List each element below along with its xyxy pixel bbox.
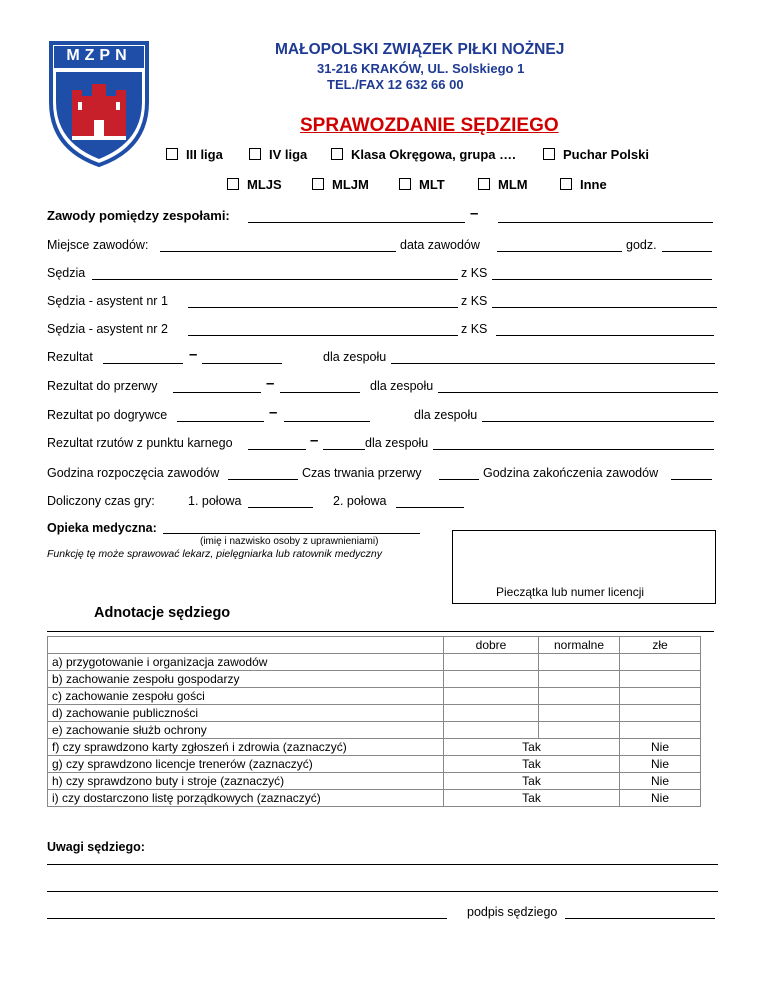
start-time-label: Godzina rozpoczęcia zawodów [47,466,220,480]
yes-option[interactable]: Tak [444,773,620,790]
remarks-line-2[interactable] [47,891,718,892]
assistant1-field[interactable] [188,307,458,308]
referee-label: Sędzia [47,266,86,280]
home-team-field[interactable] [248,222,465,223]
rating-cell-normal[interactable] [539,705,620,722]
venue-label: Miejsce zawodów: [47,238,149,252]
halftime-away-field[interactable] [280,392,360,393]
rating-cell-bad[interactable] [620,705,701,722]
checkbox-square-icon[interactable] [166,148,178,160]
signature-label: podpis sędziego [467,905,558,919]
rating-label: d) zachowanie publiczności [48,705,444,722]
rating-cell-good[interactable] [444,671,539,688]
col-bad: złe [620,637,701,654]
medical-note: Funkcję tę może sprawować lekarz, pielęgniarka lub ratownik medyczny [47,548,382,560]
checkbox-mlt[interactable]: MLT [399,177,445,192]
extra-label: Rezultat po dogrywce [47,408,168,422]
checkbox-square-icon[interactable] [249,148,261,160]
date-label: data zawodów [400,238,480,252]
checkbox-square-icon[interactable] [478,178,490,190]
extra-team-label: dla zespołu [414,408,478,422]
assistant1-ks-label: z KS [461,294,488,308]
medical-label: Opieka medyczna: [47,521,157,535]
penalty-team-label: dla zespołu [365,436,429,450]
rating-cell-bad[interactable] [620,671,701,688]
remarks-label: Uwagi sędziego: [47,840,145,854]
yes-option[interactable]: Tak [444,739,620,756]
ratings-table [47,636,701,807]
org-phone: TEL./FAX 12 632 66 00 [327,77,464,92]
halftime-label: Rezultat do przerwy [47,379,158,393]
check-label: f) czy sprawdzono karty zgłoszeń i zdrowia (zaznaczyć) [48,739,444,756]
table-row [48,790,701,807]
rating-cell-normal[interactable] [539,688,620,705]
checkbox-mljm[interactable]: MLJM [312,177,369,192]
result-home-field[interactable] [103,363,183,364]
halftime-team-label: dla zespołu [370,379,434,393]
time-field[interactable] [662,251,712,252]
half1-label: 1. połowa [188,494,242,508]
checkbox-square-icon[interactable] [543,148,555,160]
check-label: g) czy sprawdzono licencje trenerów (zaznaczyć) [48,756,444,773]
checkbox-square-icon[interactable] [331,148,343,160]
signature-field[interactable] [565,918,715,919]
table-row [48,705,701,722]
col-normal: normalne [539,637,620,654]
extra-team-field[interactable] [482,421,714,422]
time-label: godz. [626,238,657,252]
rating-cell-good[interactable] [444,654,539,671]
no-option[interactable]: Nie [620,773,701,790]
table-row [48,756,701,773]
checkbox-klasa-okregowa[interactable]: Klasa Okręgowa, grupa …. [331,147,516,162]
table-row [48,654,701,671]
half2-label: 2. połowa [333,494,387,508]
checkbox-square-icon[interactable] [560,178,572,190]
mzpn-logo [48,40,150,168]
rating-label: c) zachowanie zespołu gości [48,688,444,705]
end-time-field[interactable] [671,479,712,480]
referee-ks-label: z KS [461,266,488,280]
venue-field[interactable] [160,251,396,252]
break-field[interactable] [439,479,479,480]
table-row [48,773,701,790]
extra-home-field[interactable] [177,421,264,422]
result-team-field[interactable] [391,363,715,364]
table-row [48,688,701,705]
checkbox-iv-liga[interactable]: IV liga [249,147,307,162]
rating-cell-good[interactable] [444,722,539,739]
penalty-home-field[interactable] [248,449,306,450]
penalty-label: Rezultat rzutów z punktu karnego [47,436,233,450]
checkbox-square-icon[interactable] [399,178,411,190]
added-time-label: Doliczony czas gry: [47,494,155,508]
yes-option[interactable]: Tak [444,790,620,807]
checkbox-mljs[interactable]: MLJS [227,177,282,192]
table-row [48,671,701,688]
checkbox-iii-liga[interactable]: III liga [166,147,223,162]
medical-hint: (imię i nazwisko osoby z uprawnieniami) [200,536,379,547]
table-top-border [47,631,714,632]
org-address: 31-216 KRAKÓW, UL. Solskiego 1 [317,61,525,76]
assistant2-field[interactable] [188,335,458,336]
extra-away-field[interactable] [284,421,370,422]
org-name: MAŁOPOLSKI ZWIĄZEK PIŁKI NOŻNEJ [275,41,565,58]
rating-cell-good[interactable] [444,705,539,722]
referee-ks-field[interactable] [492,279,712,280]
no-option[interactable]: Nie [620,756,701,773]
result-team-label: dla zespołu [323,350,387,364]
rating-label: e) zachowanie służb ochrony [48,722,444,739]
page-title: SPRAWOZDANIE SĘDZIEGO [300,115,559,136]
table-header-row [48,637,701,654]
penalty-away-field[interactable] [323,449,365,450]
rating-cell-normal[interactable] [539,722,620,739]
penalty-team-field[interactable] [433,449,714,450]
away-team-field[interactable] [498,222,713,223]
checkbox-square-icon[interactable] [312,178,324,190]
assistant1-label: Sędzia - asystent nr 1 [47,294,168,308]
extra-dash: – [269,404,278,421]
half2-field[interactable] [396,507,464,508]
referee-field[interactable] [92,279,458,280]
medical-field[interactable] [163,533,420,534]
rating-cell-bad[interactable] [620,654,701,671]
rating-label: a) przygotowanie i organizacja zawodów [48,654,444,671]
logo-text: MZPN [66,47,132,64]
penalty-dash: – [310,432,319,449]
assistant1-ks-field[interactable] [492,307,717,308]
half1-field[interactable] [248,507,313,508]
rating-label: b) zachowanie zespołu gospodarzy [48,671,444,688]
break-label: Czas trwania przerwy [302,466,422,480]
assistant2-ks-field[interactable] [496,335,714,336]
no-option[interactable]: Nie [620,790,701,807]
halftime-team-field[interactable] [438,392,718,393]
assistant2-label: Sędzia - asystent nr 2 [47,322,168,336]
check-label: h) czy sprawdzono buty i stroje (zaznaczyć) [48,773,444,790]
rating-cell-bad[interactable] [620,688,701,705]
col-good: dobre [444,637,539,654]
start-time-field[interactable] [228,479,298,480]
checkbox-mlm[interactable]: MLM [478,177,528,192]
rating-cell-bad[interactable] [620,722,701,739]
table-row [48,739,701,756]
teams-label: Zawody pomiędzy zespołami: [47,208,230,223]
checkbox-square-icon[interactable] [227,178,239,190]
checkbox-inne[interactable]: Inne [560,177,607,192]
remarks-line-3[interactable] [47,918,447,919]
date-field[interactable] [497,251,622,252]
no-option[interactable]: Nie [620,739,701,756]
result-away-field[interactable] [202,363,282,364]
halftime-home-field[interactable] [173,392,261,393]
stamp-label: Pieczątka lub numer licencji [496,585,645,599]
result-label: Rezultat [47,350,93,364]
table-row [48,722,701,739]
halftime-dash: – [266,375,275,392]
annotations-heading: Adnotacje sędziego [94,605,231,621]
checkbox-puchar-polski[interactable]: Puchar Polski [543,147,649,162]
assistant2-ks-label: z KS [461,322,488,336]
end-time-label: Godzina zakończenia zawodów [483,466,659,480]
check-label: i) czy dostarczono listę porządkowych (zaznaczyć) [48,790,444,807]
result-dash: – [189,346,198,363]
teams-dash: – [470,205,479,222]
rating-cell-normal[interactable] [539,654,620,671]
yes-option[interactable]: Tak [444,756,620,773]
rating-cell-good[interactable] [444,688,539,705]
remarks-line-1[interactable] [47,864,718,865]
rating-cell-normal[interactable] [539,671,620,688]
